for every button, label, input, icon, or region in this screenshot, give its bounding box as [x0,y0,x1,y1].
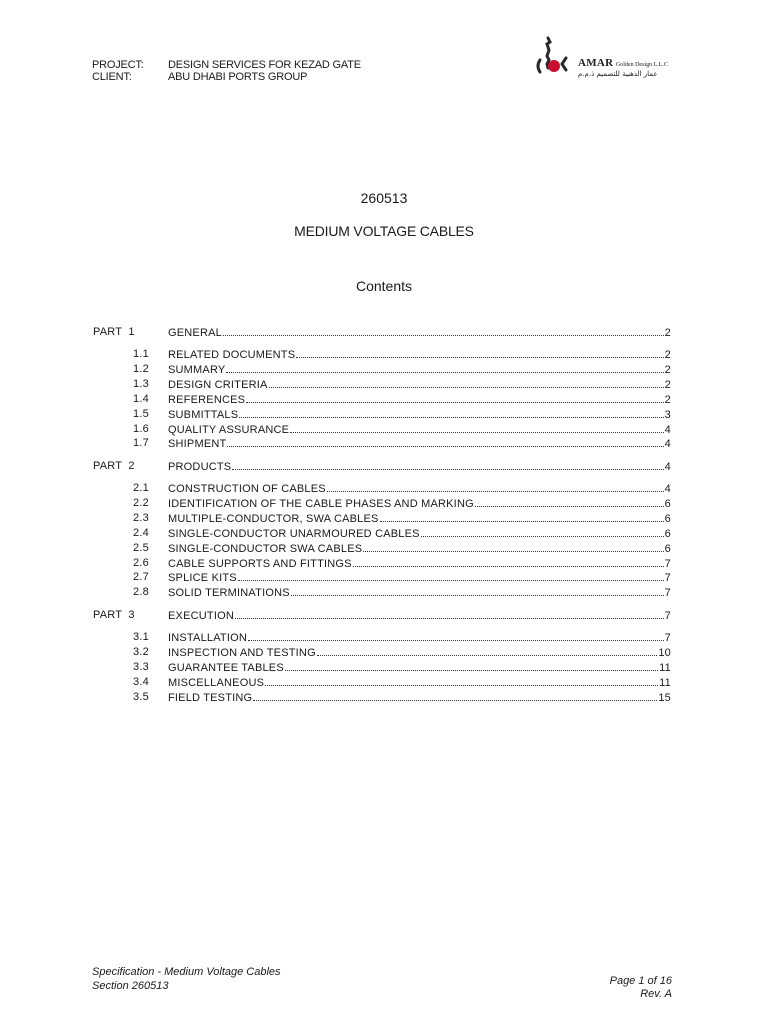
dot-leader [317,645,658,656]
toc-item-row [0,556,768,570]
dot-leader [269,377,664,388]
toc-item-page: 11 [659,661,671,674]
toc-item-number: 2.6 [133,556,149,569]
toc-item-number: 2.2 [133,496,149,509]
dot-leader [291,585,664,596]
toc-item-title: INSTALLATION [168,632,248,644]
toc-item-page: 3 [664,408,671,421]
toc-item-number: 1.6 [133,422,149,435]
toc-item-title: MISCELLANEOUS [168,676,265,689]
toc-item-title: RELATED DOCUMENTS [168,349,296,361]
toc-item-title: DESIGN CRITERIA [168,378,268,391]
toc-item-title: FIELD TESTING [168,691,253,704]
dot-leader [421,526,664,537]
dot-leader [239,407,663,418]
toc-item-row [0,511,768,525]
toc-item-number: 2.8 [133,586,149,599]
toc-item-entry[interactable] [168,377,671,392]
toc-item-page: 4 [664,483,671,495]
dot-leader [353,556,664,567]
toc-item-entry[interactable] [168,570,671,585]
toc-item-row [0,585,768,599]
toc-item-row [0,392,768,406]
toc-part-entry[interactable] [168,325,671,340]
client-row [92,71,361,83]
project-label: PROJECT: [92,59,144,71]
toc-item-number: 1.1 [133,348,149,360]
toc-part-label: PART 1 [93,326,135,338]
toc-part-row [0,608,768,622]
toc-item-title: SINGLE-CONDUCTOR UNARMOURED CABLES [168,527,420,540]
toc-item-entry[interactable] [168,541,671,556]
toc-item-number: 2.4 [133,526,149,539]
toc-item-page: 11 [659,676,671,689]
toc-item-page: 2 [664,378,671,391]
toc-item-page: 4 [664,423,671,436]
logo-name-main: AMAR [578,57,614,69]
dot-leader [227,436,663,447]
toc-item-title: IDENTIFICATION OF THE CABLE PHASES AND MARKING [168,497,474,510]
toc-item-entry[interactable] [168,645,671,660]
toc-item-number: 3.5 [133,690,149,703]
toc-part-title: PRODUCTS [168,461,232,473]
toc-item-row [0,422,768,436]
toc-item-title: SOLID TERMINATIONS [168,587,290,600]
toc-item-entry[interactable] [168,556,671,571]
dot-leader [265,675,658,686]
footer-rev-line: Rev. A [640,988,672,1000]
toc-part-entry[interactable] [168,608,671,623]
dot-leader [380,511,664,522]
footer-section-line: Section 260513 [92,980,169,992]
toc-item-page: 7 [664,587,671,600]
toc-item-page: 7 [664,557,671,570]
toc-item-title: GUARANTEE TABLES [168,661,284,674]
toc-item-title: SHIPMENT [168,438,227,451]
dot-leader [226,362,663,373]
toc-item-title: CONSTRUCTION OF CABLES [168,483,326,495]
toc-item-page: 10 [658,646,671,659]
project-value: DESIGN SERVICES FOR KEZAD GATE [168,59,361,71]
toc-part-row [0,459,768,473]
dot-leader [253,690,657,701]
toc-item-row [0,630,768,644]
client-label: CLIENT: [92,71,132,83]
toc-item-row [0,660,768,674]
toc-item-number: 2.5 [133,541,149,554]
toc-item-number: 2.3 [133,511,149,524]
toc-item-page: 2 [664,349,671,361]
toc-item-title: QUALITY ASSURANCE [168,423,290,436]
toc-item-page: 6 [664,527,671,540]
toc-item-row [0,645,768,659]
toc-item-number: 1.3 [133,377,149,390]
toc-item-row [0,377,768,391]
logo-arabic: عمار الذهبية للتصميم ذ.م.م [578,70,658,78]
logo-name [578,57,668,69]
toc-part-label: PART 3 [93,609,135,621]
toc-item-title: MULTIPLE-CONDUCTOR, SWA CABLES [168,512,379,525]
toc-part-row [0,325,768,339]
toc-item-row [0,675,768,689]
toc-item-row [0,362,768,376]
dot-leader [290,422,663,433]
toc-item-title: SUMMARY [168,363,226,376]
dot-leader [296,347,663,358]
document-title: MEDIUM VOLTAGE CABLES [294,223,474,239]
toc-item-row [0,496,768,510]
toc-item-page: 6 [664,512,671,525]
dot-leader [232,459,663,470]
toc-item-entry[interactable] [168,511,671,526]
toc-item-entry[interactable] [168,660,671,675]
toc-item-entry[interactable] [168,496,671,511]
client-value: ABU DHABI PORTS GROUP [168,71,308,83]
dot-leader [475,496,664,507]
toc-item-row [0,481,768,495]
dot-leader [327,481,664,492]
toc-item-number: 3.2 [133,645,149,658]
toc-item-title: CABLE SUPPORTS AND FITTINGS [168,557,352,570]
toc-item-page: 7 [664,572,671,585]
toc-part-entry[interactable] [168,459,671,474]
toc-item-page: 7 [664,632,671,644]
toc-item-number: 3.3 [133,660,149,673]
toc-item-number: 3.4 [133,675,149,688]
company-logo [534,36,674,80]
toc-item-title: SINGLE-CONDUCTOR SWA CABLES [168,542,363,555]
toc-part-title: EXECUTION [168,610,234,622]
dot-leader [235,608,664,619]
toc-item-page: 2 [664,393,671,406]
toc-item-page: 15 [658,691,671,704]
toc-item-page: 6 [664,497,671,510]
toc-item-row [0,570,768,584]
toc-item-entry[interactable] [168,422,671,437]
footer-left [92,965,281,993]
toc-part-label: PART 2 [93,460,135,472]
toc-item-title: REFERENCES [168,393,246,406]
dot-leader [285,660,658,671]
toc-part-page: 2 [664,327,671,339]
header-meta [92,59,361,83]
toc-item-number: 1.2 [133,362,149,375]
toc-item-row [0,347,768,361]
amar-logo-mark-icon [534,36,576,80]
toc-item-title: SUBMITTALS [168,408,239,421]
toc-item-entry[interactable] [168,347,671,362]
toc-item-entry[interactable] [168,585,671,600]
toc-item-entry[interactable] [168,690,671,705]
toc-item-entry[interactable] [168,362,671,377]
logo-subtitle: Golden Design L.L.C [615,62,668,68]
toc-item-number: 1.4 [133,392,149,405]
footer-page-line: Page 1 of 16 [609,975,672,987]
toc-item-number: 3.1 [133,631,149,643]
toc-item-entry[interactable] [168,481,671,496]
footer-right [610,975,672,1001]
toc-item-row [0,690,768,704]
toc-item-page: 6 [664,542,671,555]
toc-item-row [0,407,768,421]
document-number: 260513 [360,190,408,206]
toc-item-title: SPLICE KITS [168,572,237,585]
toc-part-page: 7 [664,610,671,622]
toc-item-entry[interactable] [168,526,671,541]
toc-part-page: 4 [664,461,671,473]
toc-item-entry[interactable] [168,675,671,690]
dot-leader [238,570,664,581]
footer-spec-line: Specification - Medium Voltage Cables [92,966,281,978]
toc-item-number: 1.5 [133,407,149,420]
toc-item-row [0,541,768,555]
toc-item-row [0,436,768,450]
toc-item-number: 1.7 [133,437,149,450]
project-row [92,59,361,71]
toc-item-number: 2.7 [133,571,149,584]
dot-leader [223,325,664,336]
dot-leader [248,630,664,641]
toc-item-page: 2 [664,363,671,376]
toc-item-entry[interactable] [168,630,671,645]
toc-item-entry[interactable] [168,407,671,422]
dot-leader [246,392,663,403]
dot-leader [363,541,663,552]
contents-heading: Contents [355,278,413,294]
toc-item-entry[interactable] [168,392,671,407]
toc-item-title: INSPECTION AND TESTING [168,646,316,659]
toc-item-entry[interactable] [168,436,671,451]
toc-item-number: 2.1 [133,482,149,494]
toc-item-page: 4 [664,438,671,451]
toc-part-title: GENERAL [168,327,222,339]
toc-item-row [0,526,768,540]
